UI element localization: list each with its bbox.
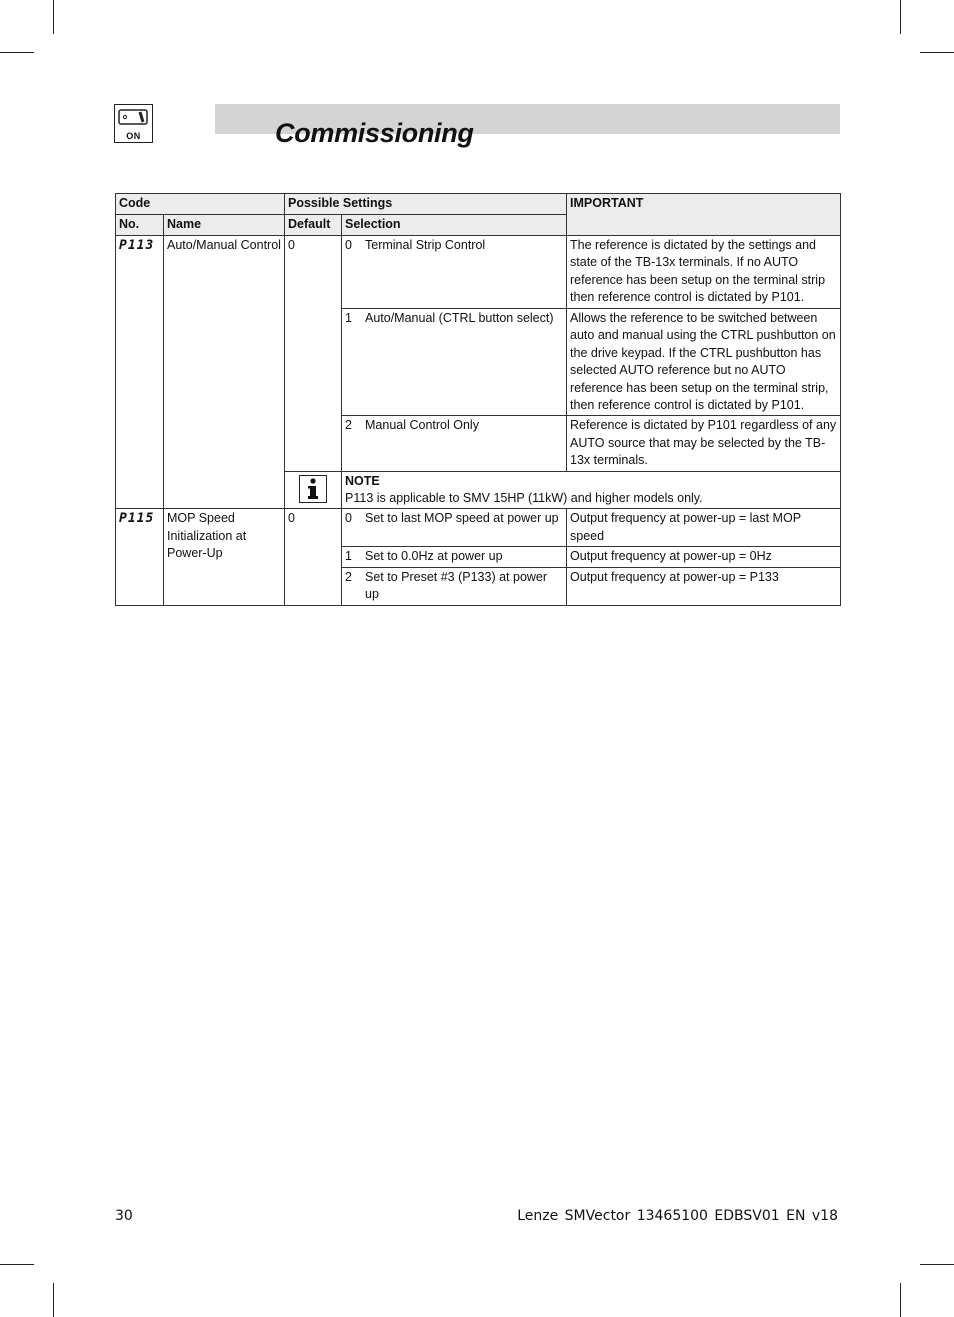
option-number: 1: [345, 549, 352, 564]
option-number: 2: [345, 418, 352, 433]
option-important: Output frequency at power-up = 0Hz: [567, 547, 841, 567]
crop-mark: [0, 1264, 34, 1265]
info-icon: [299, 475, 327, 503]
selection-option: [342, 567, 567, 605]
selection-option: [342, 509, 567, 547]
option-important: Output frequency at power-up = last MOP speed: [567, 509, 841, 547]
selection-option: [342, 547, 567, 567]
param-code-cell: [116, 236, 164, 509]
option-label: Set to 0.0Hz at power up: [365, 549, 503, 564]
selection-option: [342, 416, 567, 471]
param-name: MOP Speed Initialization at Power-Up: [164, 509, 285, 605]
note-text-cell: [342, 471, 841, 509]
header-name: Name: [164, 215, 285, 236]
option-number: 0: [345, 511, 352, 526]
crop-mark: [53, 0, 54, 34]
header-important: IMPORTANT: [567, 194, 841, 236]
crop-mark: [53, 1283, 54, 1317]
note-title: NOTE: [345, 473, 380, 488]
document-reference: Lenze SMVector 13465100 EDBSV01 EN v18: [517, 1208, 838, 1224]
crop-mark: [900, 0, 901, 34]
option-number: 0: [345, 238, 352, 252]
option-important: Output frequency at power-up = P133: [567, 567, 841, 605]
selection-option: [342, 309, 567, 416]
power-switch-icon: [114, 104, 153, 143]
option-important: Reference is dictated by P101 regardless of any AUTO source that may be selected by the TB-13x terminals.: [567, 416, 841, 471]
option-label: Auto/Manual (CTRL button select): [365, 311, 554, 325]
param-code: P113: [119, 238, 155, 253]
param-default: 0: [285, 236, 342, 472]
option-important: Allows the reference to be switched between auto and manual using the CTRL pushbutton on the drive keypad. If the CTRL pushbutton has selected AUTO reference but no AUTO reference has been setup on the terminal strip, then reference control is dictated by P101.: [567, 309, 841, 416]
note-icon-cell: [285, 471, 342, 509]
crop-mark: [0, 52, 34, 53]
option-label: Set to last MOP speed at power up: [365, 511, 559, 526]
param-default: 0: [285, 509, 342, 605]
header-default: Default: [285, 215, 342, 236]
table-row: [116, 236, 841, 309]
selection-option: [342, 236, 567, 309]
page-number: 30: [115, 1208, 133, 1224]
table-row: [116, 509, 841, 547]
param-code-cell: [116, 509, 164, 605]
note-text: P113 is applicable to SMV 15HP (11kW) and higher models only.: [345, 491, 703, 506]
header-possible-settings: Possible Settings: [285, 194, 567, 215]
header-code: Code: [116, 194, 285, 215]
page-title: Commissioning: [275, 118, 474, 148]
parameter-table: [115, 193, 841, 606]
crop-mark: [920, 52, 954, 53]
on-label: ON: [126, 131, 141, 141]
param-name: Auto/Manual Control: [164, 236, 285, 509]
param-code: P115: [119, 511, 155, 527]
option-label: Set to Preset #3 (P133) at power up: [365, 569, 548, 602]
option-important: The reference is dictated by the settings and state of the TB-13x terminals. If no AUTO reference has been setup on the terminal strip then reference control is dictated by P101.: [567, 236, 841, 309]
option-number: 2: [345, 569, 352, 584]
crop-mark: [900, 1283, 901, 1317]
crop-mark: [920, 1264, 954, 1265]
header-selection: Selection: [342, 215, 567, 236]
option-label: Manual Control Only: [365, 418, 479, 433]
option-number: 1: [345, 311, 352, 325]
table-header-row: [116, 194, 841, 215]
header-no: No.: [116, 215, 164, 236]
option-label: Terminal Strip Control: [365, 238, 486, 252]
